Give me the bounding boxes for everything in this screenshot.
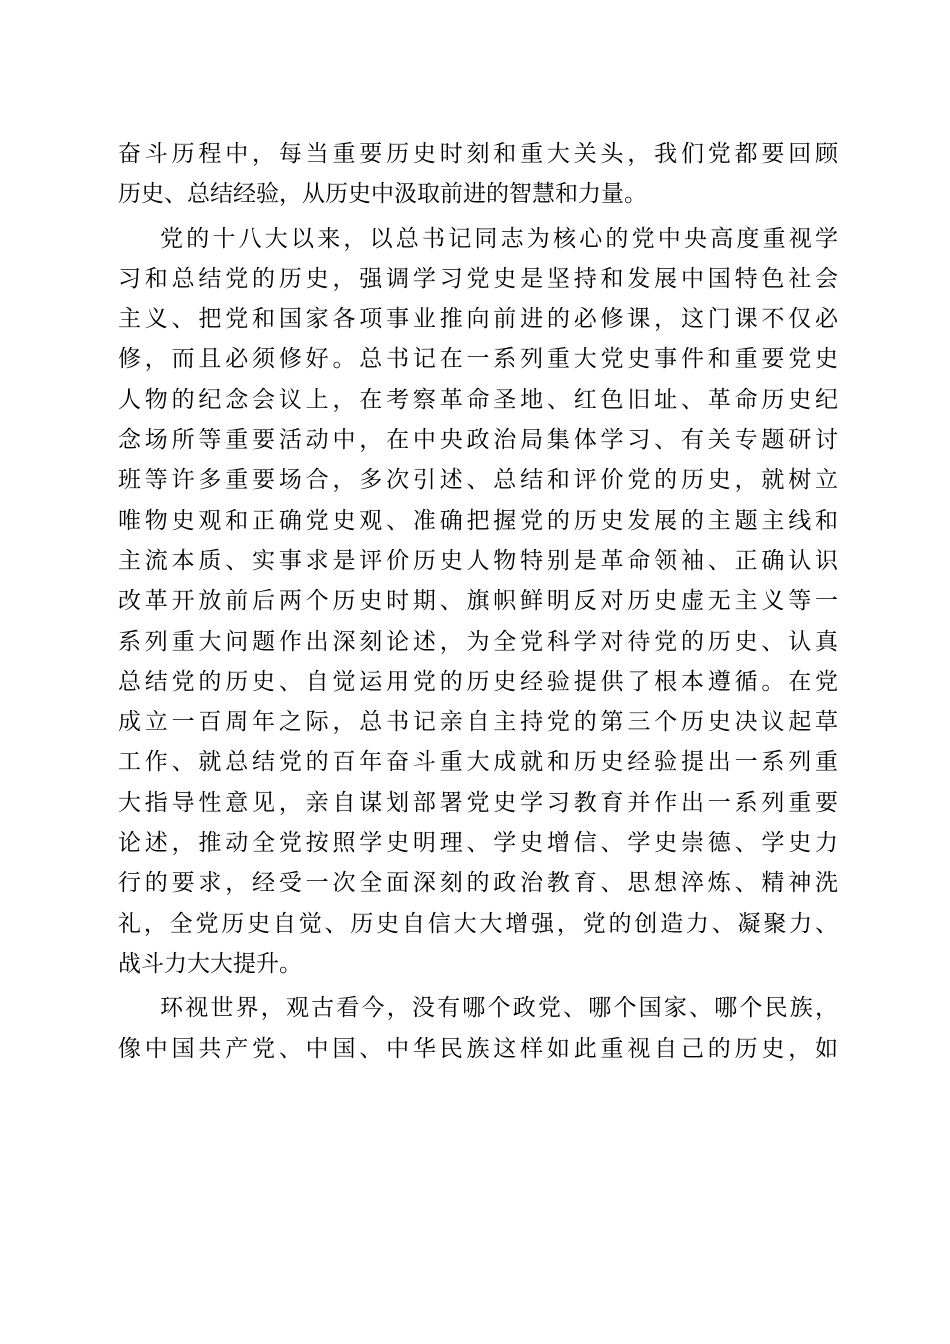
paragraph-2 bbox=[118, 219, 838, 985]
text-line: 战斗力大大提升。 bbox=[118, 950, 302, 977]
text-line: 礼，全党历史自觉、历史自信大大增强，党的创造力、凝聚力、 bbox=[118, 910, 838, 937]
text-line: 论述，推动全党按照学史明理、学史增信、学史崇德、学史力 bbox=[118, 830, 838, 857]
paragraph-1 bbox=[118, 134, 838, 215]
paragraph-3 bbox=[118, 988, 838, 1069]
text-line: 改革开放前后两个历史时期、旗帜鲜明反对历史虚无主义等一 bbox=[118, 588, 838, 615]
text-line: 党的十八大以来，以总书记同志为核心的党中央高度重视学 bbox=[160, 225, 838, 252]
text-line: 人物的纪念会议上，在考察革命圣地、红色旧址、革命历史纪 bbox=[118, 386, 838, 413]
text-line: 行的要求，经受一次全面深刻的政治教育、思想淬炼、精神洗 bbox=[118, 870, 838, 897]
text-line: 成立一百周年之际，总书记亲自主持党的第三个历史决议起草 bbox=[118, 709, 838, 736]
text-line: 系列重大问题作出深刻论述，为全党科学对待党的历史、认真 bbox=[118, 628, 838, 655]
text-line: 工作、就总结党的百年奋斗重大成就和历史经验提出一系列重 bbox=[118, 749, 838, 776]
text-line: 念场所等重要活动中，在中央政治局集体学习、有关专题研讨 bbox=[118, 427, 838, 454]
text-line: 唯物史观和正确党史观、准确把握党的历史发展的主题主线和 bbox=[118, 507, 838, 534]
text-line: 修，而且必须修好。总书记在一系列重大党史事件和重要党史 bbox=[118, 346, 838, 373]
text-line: 主义、把党和国家各项事业推向前进的必修课，这门课不仅必 bbox=[118, 306, 838, 333]
text-line: 环视世界，观古看今，没有哪个政党、哪个国家、哪个民族， bbox=[160, 995, 838, 1022]
text-line: 班等许多重要场合，多次引述、总结和评价党的历史，就树立 bbox=[118, 467, 838, 494]
text-line: 像中国共产党、中国、中华民族这样如此重视自己的历史，如 bbox=[118, 1035, 838, 1062]
text-line: 习和总结党的历史，强调学习党史是坚持和发展中国特色社会 bbox=[118, 265, 838, 292]
text-line: 总结党的历史、自觉运用党的历史经验提供了根本遵循。在党 bbox=[118, 668, 838, 695]
text-line: 历史、总结经验，从历史中汲取前进的智慧和力量。 bbox=[118, 181, 647, 208]
text-line: 奋斗历程中，每当重要历史时刻和重大关头，我们党都要回顾 bbox=[118, 141, 838, 167]
text-line: 大指导性意见，亲自谋划部署党史学习教育并作出一系列重要 bbox=[118, 789, 838, 816]
body-text bbox=[118, 134, 838, 1069]
text-line: 主流本质、实事求是评价历史人物特别是革命领袖、正确认识 bbox=[118, 547, 838, 574]
